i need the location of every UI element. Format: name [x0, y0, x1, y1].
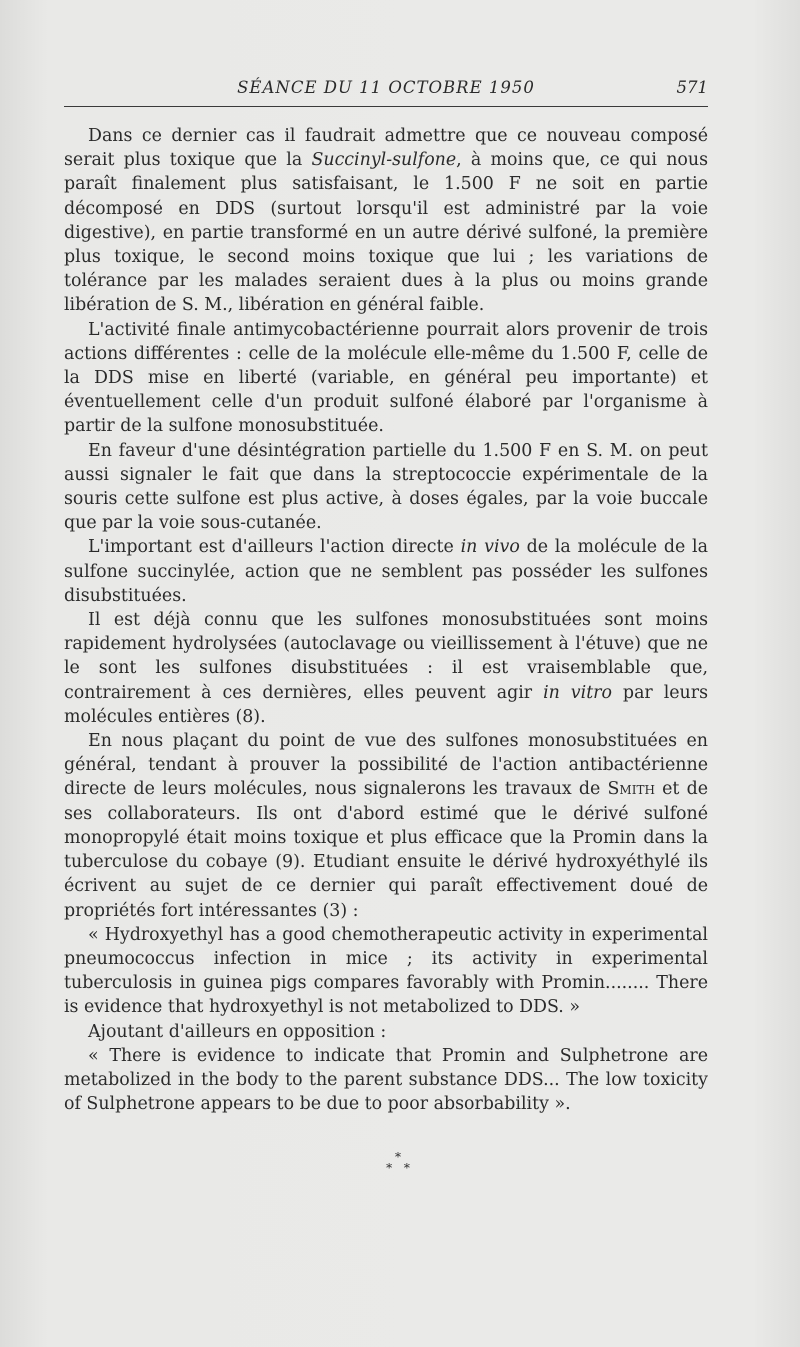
body-text: [64, 124, 708, 1116]
paragraph-3: En faveur d'une désintégration partielle du 1.500 F en S. M. on peut aussi signaler le fait que dans la streptococcie expérimentale de la souris cette sulfone est plus active, à doses égales, par la voie buccale que par la voie sous-cutanée.: [64, 440, 708, 534]
paragraph-text: de la molécule de la sulfone succinylée, action que ne semblent pas posséder les sulfones disubstituées.: [64, 537, 708, 606]
italic-term: Succinyl-sulfone: [311, 150, 457, 171]
author-name: Smith: [607, 779, 655, 800]
italic-term: in vitro: [543, 682, 612, 703]
paragraph-text: En nous plaçant du point de vue des sulfones monosubstituées en général, tendant à prouver la possibilité de l'action antibactérienne directe de leurs molécules, nous signalerons les travaux de: [64, 731, 708, 800]
quote-2: « There is evidence to indicate that Promin and Sulphetrone are metabolized in the body to the parent substance DDS... The low toxicity of Sulphetrone appears to be due to poor absorbability ».: [64, 1045, 708, 1115]
paragraph-text: et de ses collaborateurs. Ils ont d'abord estimé que le dérivé sulfoné monopropylé était moins toxique et plus efficace que la Promin dans la tuberculose du cobaye (9). Etudiant ensuite le dérivé hydroxyéthylé ils écrivent au sujet de ce dernier qui paraît effectivement doué de propriétés fort intéressantes (3) :: [64, 779, 708, 921]
asterism: [0, 1152, 800, 1174]
quote-1: « Hydroxyethyl has a good chemotherapeutic activity in experimental pneumococcus infection in mice ; its activity in experimental tuberculosis in guinea pigs compares favorably with Promin........ There is evidence that hydroxyethyl is not metabolized to DDS. »: [64, 924, 708, 1018]
italic-term: in vivo: [460, 537, 520, 558]
paragraph-2: L'activité finale antimycobactérienne pourrait alors provenir de trois actions différentes : celle de la molécule elle-même du 1.500 F, celle de la DDS mise en liberté (variable, en général peu importante) et éventuellement celle d'un produit sulfoné élaboré par l'organisme à partir de la sulfone monosubstituée.: [64, 319, 708, 437]
paragraph-6: [64, 729, 708, 923]
page-number: 571: [676, 78, 708, 97]
asterism-top: *: [395, 1150, 405, 1164]
paragraph-text: , à moins que, ce qui nous paraît finalement plus satisfaisant, le 1.500 F ne soit en partie décomposé en DDS (surtout lorsqu'il est administré par la voie digestive), en partie transformé en un autre dérivé sulfoné, la première plus toxique, le second moins toxique que lui ; les variations de tolérance par les malades seraient dues à la plus ou moins grande libération de S. M., libération en général faible.: [64, 150, 708, 316]
paragraph-text: par leurs molécules entières (8).: [64, 682, 708, 727]
paragraph-1: [64, 124, 708, 318]
asterism-bottom: * *: [386, 1161, 414, 1175]
paragraph-5: [64, 608, 708, 729]
paragraph-7: Ajoutant d'ailleurs en opposition :: [88, 1021, 387, 1042]
running-title: SÉANCE DU 11 OCTOBRE 1950: [237, 78, 535, 97]
paragraph-text: L'important est d'ailleurs l'action directe: [88, 537, 461, 558]
paragraph-4: [64, 535, 708, 608]
paragraph-text: Dans ce dernier cas il faudrait admettre que ce nouveau composé serait plus toxique que la: [64, 126, 708, 171]
header-rule: [64, 106, 708, 107]
paragraph-text: Il est déjà connu que les sulfones monosubstituées sont moins rapidement hydrolysées (autoclavage ou vieillissement à l'étuve) que ne le sont les sulfones disubstituées : il est vraisemblable que, contrairement à ces dernières, elles peuvent agir: [64, 610, 708, 703]
page-header: [64, 78, 708, 104]
